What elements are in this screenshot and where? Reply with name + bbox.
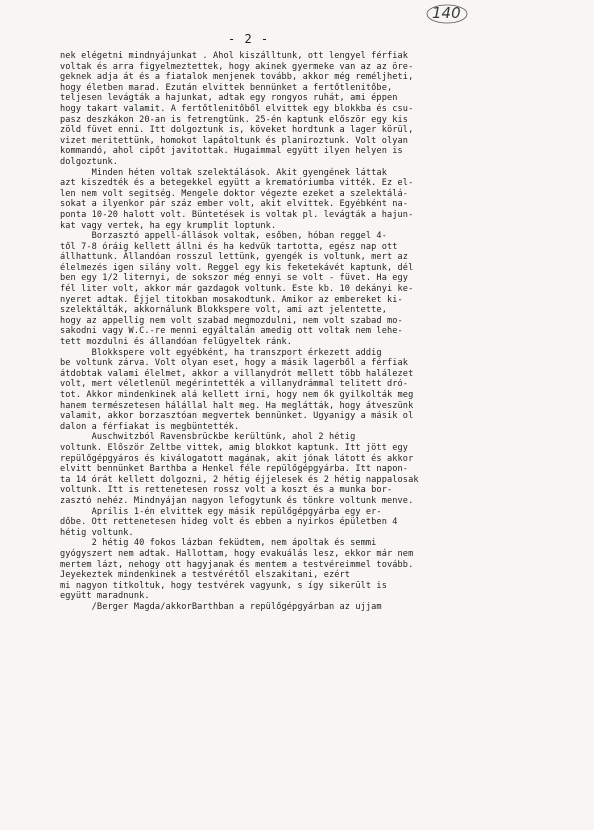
text-line: Blokkspere volt egyébként, ha transzport érkezett addig <box>60 347 382 358</box>
text-line: dalon a férfiakat is megbüntették. <box>60 421 240 432</box>
paragraph <box>60 432 552 538</box>
text-line: hanem természetesen hálállal halt meg. Ha meglátták, hogy átveszünk <box>60 400 414 411</box>
text-line: hogy az appellig nem volt szabad megmozdulni, nem volt szabad mo- <box>60 315 403 326</box>
archive-number: 140 <box>432 4 461 22</box>
text-line: elvitt bennünket Barthba a Henkel féle repülőgépgyárba. Itt napon- <box>60 464 409 475</box>
text-line: szelektálták, akkornálunk Blokkspere volt, ami azt jelentette, <box>60 305 387 316</box>
text-line: /Berger Magda/akkorBarthban a repülőgépgyárban az ujjam <box>60 601 382 612</box>
text-line: hogy életben marad. Ezután elvittek bennünket a fertőtlenitőbe, <box>60 82 393 93</box>
text-line: együtt maradnunk. <box>60 591 150 602</box>
text-line: len nem volt segitség. Mengele doktor végezte ezeket a szelektálá- <box>60 188 409 199</box>
text-line: Jeyekeztek mindenkinek a testvérétől elszakitani, ezért <box>60 570 351 581</box>
text-line: valamit, akkor borzasztóan megvertek bennünket. Ugyanigy a másik ol <box>60 411 414 422</box>
text-line: tot. Akkor mindenkinek alá kellett irni, hogy nem ők gyilkolták meg <box>60 390 414 400</box>
text-line: nyeret adtak. Éjjel titokban mosakodtunk. Amikor az embereket ki- <box>60 294 403 305</box>
text-line: azt kiszedték és a betegekkel együtt a krematóriumba vitték. Ez el- <box>60 178 414 189</box>
text-line: geknek adja át és a fiatalok menjenek tovább, akkor még reméljheti, <box>60 72 414 83</box>
text-line: tett mozdulni és állandóan felügyeltek ránk. <box>60 337 293 348</box>
text-line: nek elégetni mindnyájunkat . Ahol kiszálltunk, ott lengyel férfiak <box>60 51 409 61</box>
paragraph <box>60 51 552 168</box>
text-line: repülőgépgyáros és kiválogatott magának, akit jónak látott és akkor <box>60 453 414 464</box>
text-line: teljesen levágták a hajunkat, adtak egy rongyos ruhát, ami éppen <box>60 93 398 104</box>
archive-number-annotation <box>424 3 470 25</box>
text-line: től 7-8 óráig kellett állni és ha kedvük tartotta, egész nap ott <box>60 241 398 252</box>
paragraph <box>60 231 552 348</box>
text-line: voltunk. Itt is rettenetesen rossz volt a koszt és a munka bor- <box>60 485 393 496</box>
text-line: volt, mert véletlenül megérintették a villanydrámmal telitett dró- <box>60 379 409 390</box>
text-line: mertem lázt, nehogy ott hagyjanak és mentem a testvéreimmel tovább. <box>60 559 414 570</box>
paragraph <box>60 348 552 433</box>
text-line: vizet meritettünk, homokot lapátoltunk és planiroztunk. Volt olyan <box>60 135 409 146</box>
paragraph <box>60 602 552 613</box>
text-line: mi nagyon titkoltuk, hogy testvérek vagyunk, s így sikerült is <box>60 580 387 591</box>
text-line: fél liter volt, akkor már gazdagok voltunk. Este kb. 10 dekányi ke- <box>60 284 414 295</box>
text-line: dőbe. Ott rettenetesen hideg volt és ebben a nyirkos épületben 4 <box>60 517 398 528</box>
text-line: dolgoztunk. <box>60 156 119 167</box>
page-number: - 2 - <box>228 32 270 46</box>
text-line: Auschwitzból Ravensbrückbe kerültünk, ahol 2 hétig <box>60 432 356 443</box>
paragraph <box>60 168 552 232</box>
text-line: pasz deszkákon 20-an is fetrengtünk. 25-én kaptunk először egy kis <box>60 114 409 125</box>
text-line: Borzasztó appell-állások voltak, esőben, hóban reggel 4- <box>60 231 387 242</box>
text-line: Minden héten voltak szelektálások. Akit gyengének láttak <box>60 167 387 178</box>
text-line: állhattunk. Állandóan rosszul lettünk, gyengék is voltunk, mert az <box>60 252 409 263</box>
text-line: voltunk. Először Zeltbe vittek, amig blokkot kaptunk. Itt jött egy <box>60 442 409 453</box>
text-line: hétig voltunk. <box>60 527 134 538</box>
text-line: ben egy 1/2 liternyi, de sokszor még ennyi se volt - füvet. Ha egy <box>60 273 409 284</box>
text-line: Aprilis 1-én elvittek egy másik repülőgépgyárba egy er- <box>60 506 382 517</box>
text-line: sakodni vagy W.C.-re menni egyáltalán amedig ott voltak nem lehe- <box>60 326 403 337</box>
text-line: zasztó nehéz. Mindnyájan nagyon lefogytunk és tönkre voltunk menve. <box>60 495 414 506</box>
text-line: kommandó, ahol cipőt javitottak. Hugaimmal együtt ilyen helyen is <box>60 146 403 157</box>
text-line: kat vagy vertek, ha egy krumplit loptunk. <box>60 220 277 231</box>
text-line: ponta 10-20 halott volt. Büntetések is voltak pl. levágták a hajun- <box>60 209 414 220</box>
text-line: átdobtak valami élelmet, akkor a villanydrót mellett több halálezet <box>60 368 414 379</box>
text-line: 2 hétig 40 fokos lázban feküdtem, nem ápoltak és semmi <box>60 538 377 549</box>
typewritten-body <box>60 51 552 612</box>
text-line: zöld füvet enni. Itt dolgoztunk is, köveket hordtunk a lager körül, <box>60 125 414 136</box>
text-line: gyógyszert nem adtak. Hallottam, hogy evakuálás lesz, ekkor már nem <box>60 548 414 559</box>
text-line: hogy takart valamit. A fertőtlenitőből elvittek egy blokkba és csu- <box>60 103 414 114</box>
text-line: sokat a ilyenkor pár száz ember volt, akit elvittek. Egyébként na- <box>60 199 409 210</box>
paragraph <box>60 538 552 602</box>
text-line: voltak és arra figyelmeztettek, hogy akinek gyermeke van az az öre- <box>60 61 414 72</box>
text-line: be voltunk zárva. Volt olyan eset, hogy a másik lagerből a férfiak <box>60 358 409 369</box>
text-line: élelmezés igen silány volt. Reggel egy kis feketekávét kaptunk, dél <box>60 262 414 273</box>
text-line: ta 14 órát kellett dolgozni, 2 hétig éjjelesek és 2 hétig nappalosak <box>60 474 419 485</box>
